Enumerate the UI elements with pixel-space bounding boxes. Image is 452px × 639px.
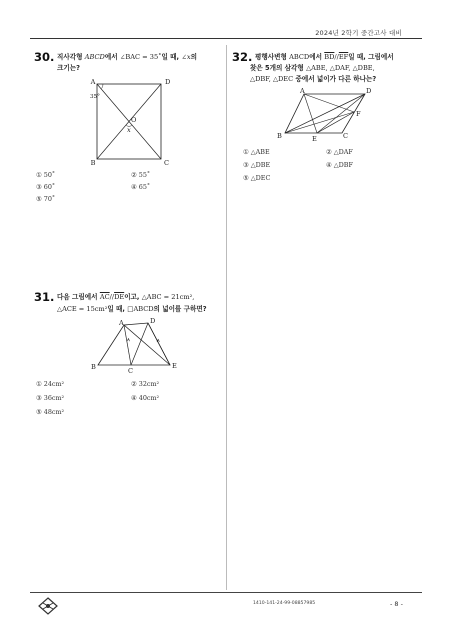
question-text-line2 — [57, 304, 207, 315]
segment-de-line — [148, 323, 170, 365]
page-number: - 8 - — [390, 600, 403, 608]
text-fragment: 의 넓이를 구하면? — [153, 305, 207, 313]
angle-label-35: 35° — [90, 94, 100, 100]
vertex-label-b: B — [277, 132, 282, 140]
vertex-label-c: C — [128, 367, 134, 375]
quadrilateral-diagram — [86, 315, 186, 377]
choice-4[interactable]: ④ △DBF — [326, 161, 353, 169]
question-number: 32. — [232, 50, 253, 64]
text-fragment: 일 때, — [107, 305, 128, 313]
angle-label-x: x — [127, 126, 131, 134]
math-triangles: △ABE, △DAF, △DBE, — [306, 64, 375, 72]
choice-2[interactable]: ② △DAF — [326, 148, 353, 156]
parallel-arrow-2 — [157, 339, 159, 342]
question-number: 31. — [34, 290, 55, 304]
vertex-label-c: C — [343, 132, 349, 140]
choice-3[interactable]: ③ △DBE — [243, 161, 271, 169]
text-fragment: 의 — [190, 53, 197, 61]
segment-ae-line — [124, 325, 170, 365]
math-area-ace: △ACE = 15cm² — [57, 305, 108, 313]
question-text-line2 — [250, 63, 375, 74]
choice-2[interactable]: ② 55˚ — [131, 171, 151, 179]
text-fragment: 평행사변형 — [255, 53, 290, 61]
choice-1[interactable]: ① 24cm² — [36, 380, 65, 388]
text-fragment: 일 때, — [161, 53, 182, 61]
center-label-o: O — [131, 116, 137, 124]
choice-5[interactable]: ⑤ 70˚ — [36, 195, 56, 203]
point-label-f: F — [356, 110, 361, 118]
publisher-logo-icon — [38, 597, 58, 615]
text-fragment: 이고, — [124, 293, 142, 301]
question-text-line3 — [250, 74, 376, 85]
text-fragment: 다음 그림에서 — [57, 293, 100, 301]
vertex-label-d: D — [150, 317, 156, 325]
segment-ac: $\overline{AC}$ — [99, 293, 110, 301]
vertex-label-e: E — [172, 362, 177, 370]
diagonal-bd — [285, 94, 365, 133]
parallelogram-diagram — [276, 86, 376, 144]
rectangle-diagram — [86, 76, 176, 168]
choice-2[interactable]: ② 32cm² — [131, 380, 160, 388]
point-label-e: E — [312, 135, 317, 143]
choice-3[interactable]: ③ 60˚ — [36, 183, 56, 191]
math-angle-x: ∠x — [181, 53, 191, 61]
column-divider — [226, 45, 227, 590]
text-fragment: 직사각형 — [57, 53, 85, 61]
segment-de: $\overline{DE}$ — [114, 293, 125, 301]
math-angle: ∠BAC = 35˚ — [119, 53, 162, 61]
text-fragment: 중에서 넓이가 다른 하나는? — [293, 75, 377, 83]
question-number: 30. — [34, 50, 55, 64]
choice-3[interactable]: ③ 36cm² — [36, 394, 65, 402]
question-text-line1 — [57, 292, 194, 303]
vertex-label-b: B — [91, 363, 96, 371]
parallel-symbol: // — [334, 53, 339, 61]
parallel-arrow-1 — [127, 339, 129, 342]
math-triangles: △DBF, △DEC — [250, 75, 294, 83]
choice-5[interactable]: ⑤ △DEC — [243, 174, 271, 182]
math-rectangle: ABCD — [84, 53, 105, 61]
text-fragment: 일 때, 그림에서 — [348, 53, 394, 61]
math-parallelogram: ABCD — [289, 53, 310, 61]
vertex-label-d: D — [366, 87, 372, 95]
text-fragment: 찾은 5개의 삼각형 — [250, 64, 307, 72]
question-text-line1 — [57, 52, 197, 63]
text-fragment: 에서 — [104, 53, 120, 61]
parallel-symbol: // — [109, 293, 115, 301]
vertex-label-a: A — [300, 87, 305, 95]
math-quad-abcd: □ABCD — [127, 305, 154, 313]
choice-4[interactable]: ④ 40cm² — [131, 394, 160, 402]
question-text-line2: 크기는? — [57, 64, 80, 72]
choice-4[interactable]: ④ 65˚ — [131, 183, 151, 191]
question-text-line1 — [255, 52, 394, 63]
segment-bd: $\overline{BD}$ — [324, 53, 335, 61]
choice-1[interactable]: ① △ABE — [243, 148, 270, 156]
segment-ae — [304, 94, 317, 133]
choice-5[interactable]: ⑤ 48cm² — [36, 408, 65, 416]
header-rule — [30, 38, 422, 39]
segment-ac-line — [124, 325, 131, 365]
math-area-abc: △ABC = 21cm², — [141, 293, 195, 301]
angle-arc — [102, 84, 104, 89]
vertex-label-c: C — [164, 159, 170, 167]
choice-1[interactable]: ① 50˚ — [36, 171, 56, 179]
segment-ef: $\overline{EF}$ — [338, 53, 349, 61]
exam-header-title: 2024년 2학기 중간고사 대비 — [315, 29, 402, 37]
footer-rule — [30, 592, 422, 593]
document-code: 1410-141-24-99-08857985 — [253, 601, 316, 606]
vertex-label-b: B — [90, 159, 96, 167]
vertex-label-a: A — [119, 319, 124, 327]
vertex-label-a: A — [90, 78, 96, 86]
text-fragment: 에서 — [309, 53, 325, 61]
vertex-label-d: D — [165, 78, 171, 86]
